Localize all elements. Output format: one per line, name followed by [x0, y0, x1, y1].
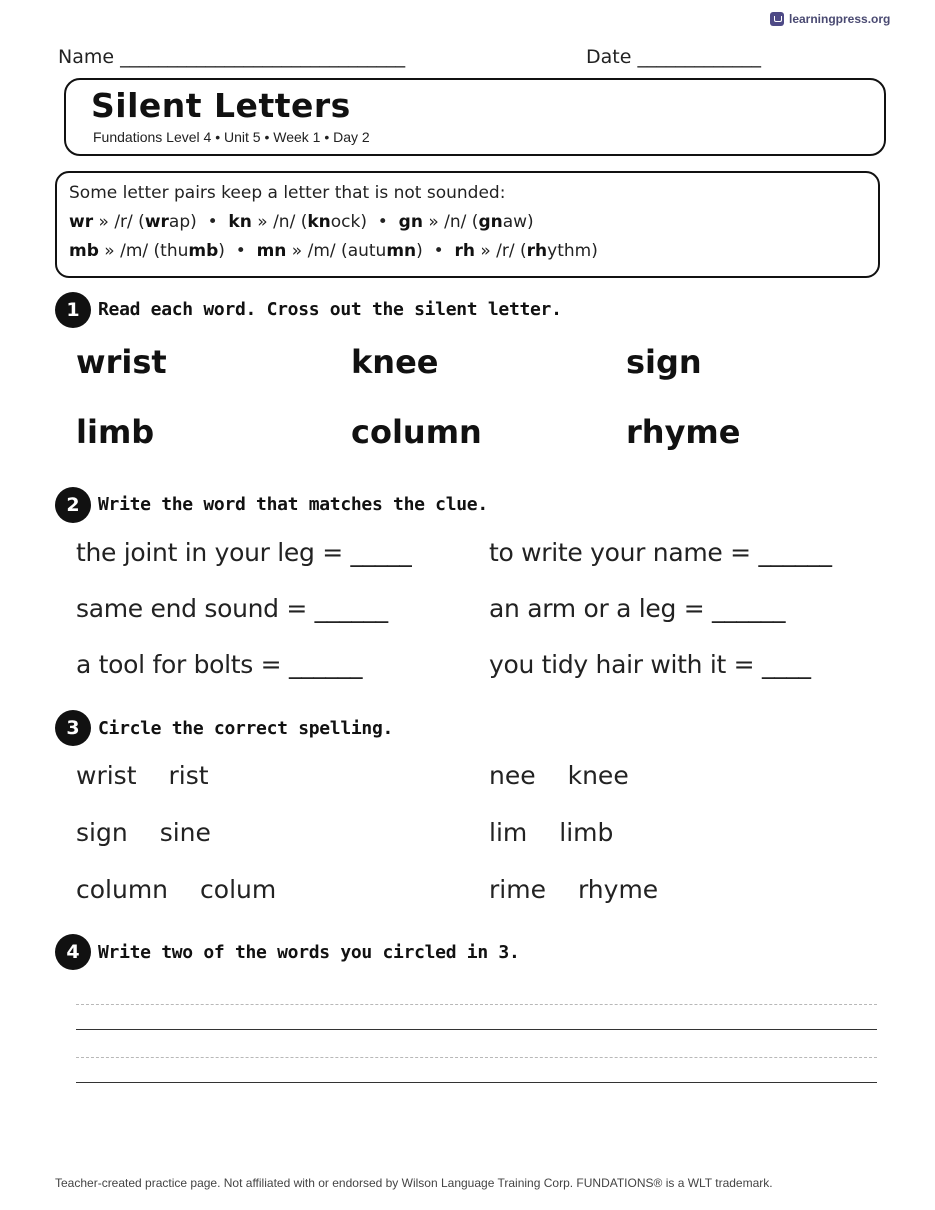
brand-logo: [770, 12, 890, 26]
choice-option[interactable]: lim: [489, 818, 528, 847]
section-instruction: Write two of the words you circled in 3.: [98, 942, 520, 963]
rule-item: gn » /n/ (gnaw): [398, 212, 534, 232]
clue-item: same end sound = ______: [76, 594, 388, 623]
choice-option[interactable]: column: [76, 875, 169, 904]
rule-item: kn » /n/ (knock): [228, 212, 367, 232]
word-item: rhyme: [626, 413, 741, 451]
writing-line[interactable]: [76, 1029, 877, 1030]
rule-intro: Some letter pairs keep a letter that is not sounded:: [69, 183, 506, 203]
choice-option[interactable]: sign: [76, 818, 128, 847]
choice-option[interactable]: colum: [200, 875, 277, 904]
book-icon: [770, 12, 784, 26]
choice-option[interactable]: rime: [489, 875, 546, 904]
clue-item: a tool for bolts = ______: [76, 650, 363, 679]
section-number: 1: [55, 292, 91, 328]
choice-option[interactable]: limb: [559, 818, 614, 847]
page-subtitle: Fundations Level 4 • Unit 5 • Week 1 • Day 2: [93, 129, 370, 145]
choice-pair: [489, 818, 613, 847]
rule-item: mb » /m/ (thumb): [69, 241, 225, 261]
rule-line-1: wr » /r/ (wrap) • kn » /n/ (knock) • gn » /n/ (gnaw): [69, 212, 534, 232]
section-number: 4: [55, 934, 91, 970]
choice-pair: [76, 875, 276, 904]
word-item: sign: [626, 343, 702, 381]
page-title: Silent Letters: [91, 86, 351, 125]
footer-disclaimer: Teacher-created practice page. Not affiliated with or endorsed by Wilson Language Training Corp. FUNDATIONS® is a WLT trademark.: [55, 1176, 773, 1190]
choice-pair: [76, 818, 211, 847]
name-field: Name ______________________________: [58, 46, 406, 68]
choice-pair: [489, 761, 629, 790]
rule-line-2: mb » /m/ (thumb) • mn » /m/ (autumn) • rh » /r/ (rhythm): [69, 241, 598, 261]
choice-option[interactable]: sine: [159, 818, 211, 847]
rule-item: wr » /r/ (wrap): [69, 212, 197, 232]
section-number: 3: [55, 710, 91, 746]
clue-item: an arm or a leg = ______: [489, 594, 786, 623]
choice-option[interactable]: rist: [168, 761, 209, 790]
section-number: 2: [55, 487, 91, 523]
word-item: column: [351, 413, 482, 451]
rule-item: rh » /r/ (rhythm): [454, 241, 598, 261]
rule-item: mn » /m/ (autumn): [256, 241, 423, 261]
clue-item: you tidy hair with it = ____: [489, 650, 811, 679]
clue-item: to write your name = ______: [489, 538, 832, 567]
choice-pair: [76, 761, 209, 790]
word-item: limb: [76, 413, 155, 451]
word-item: wrist: [76, 343, 167, 381]
section-instruction: Read each word. Cross out the silent letter.: [98, 299, 562, 320]
section-instruction: Circle the correct spelling.: [98, 718, 394, 739]
word-item: knee: [351, 343, 439, 381]
choice-pair: [489, 875, 658, 904]
choice-option[interactable]: rhyme: [577, 875, 659, 904]
choice-option[interactable]: wrist: [76, 761, 137, 790]
clue-item: the joint in your leg = _____: [76, 538, 412, 567]
section-instruction: Write the word that matches the clue.: [98, 494, 488, 515]
writing-guide-dashed: [76, 1057, 877, 1058]
date-field: Date _____________: [586, 46, 761, 68]
choice-option[interactable]: knee: [567, 761, 629, 790]
writing-line[interactable]: [76, 1082, 877, 1083]
brand-text: learningpress.org: [789, 12, 891, 26]
writing-guide-dashed: [76, 1004, 877, 1005]
choice-option[interactable]: nee: [489, 761, 536, 790]
